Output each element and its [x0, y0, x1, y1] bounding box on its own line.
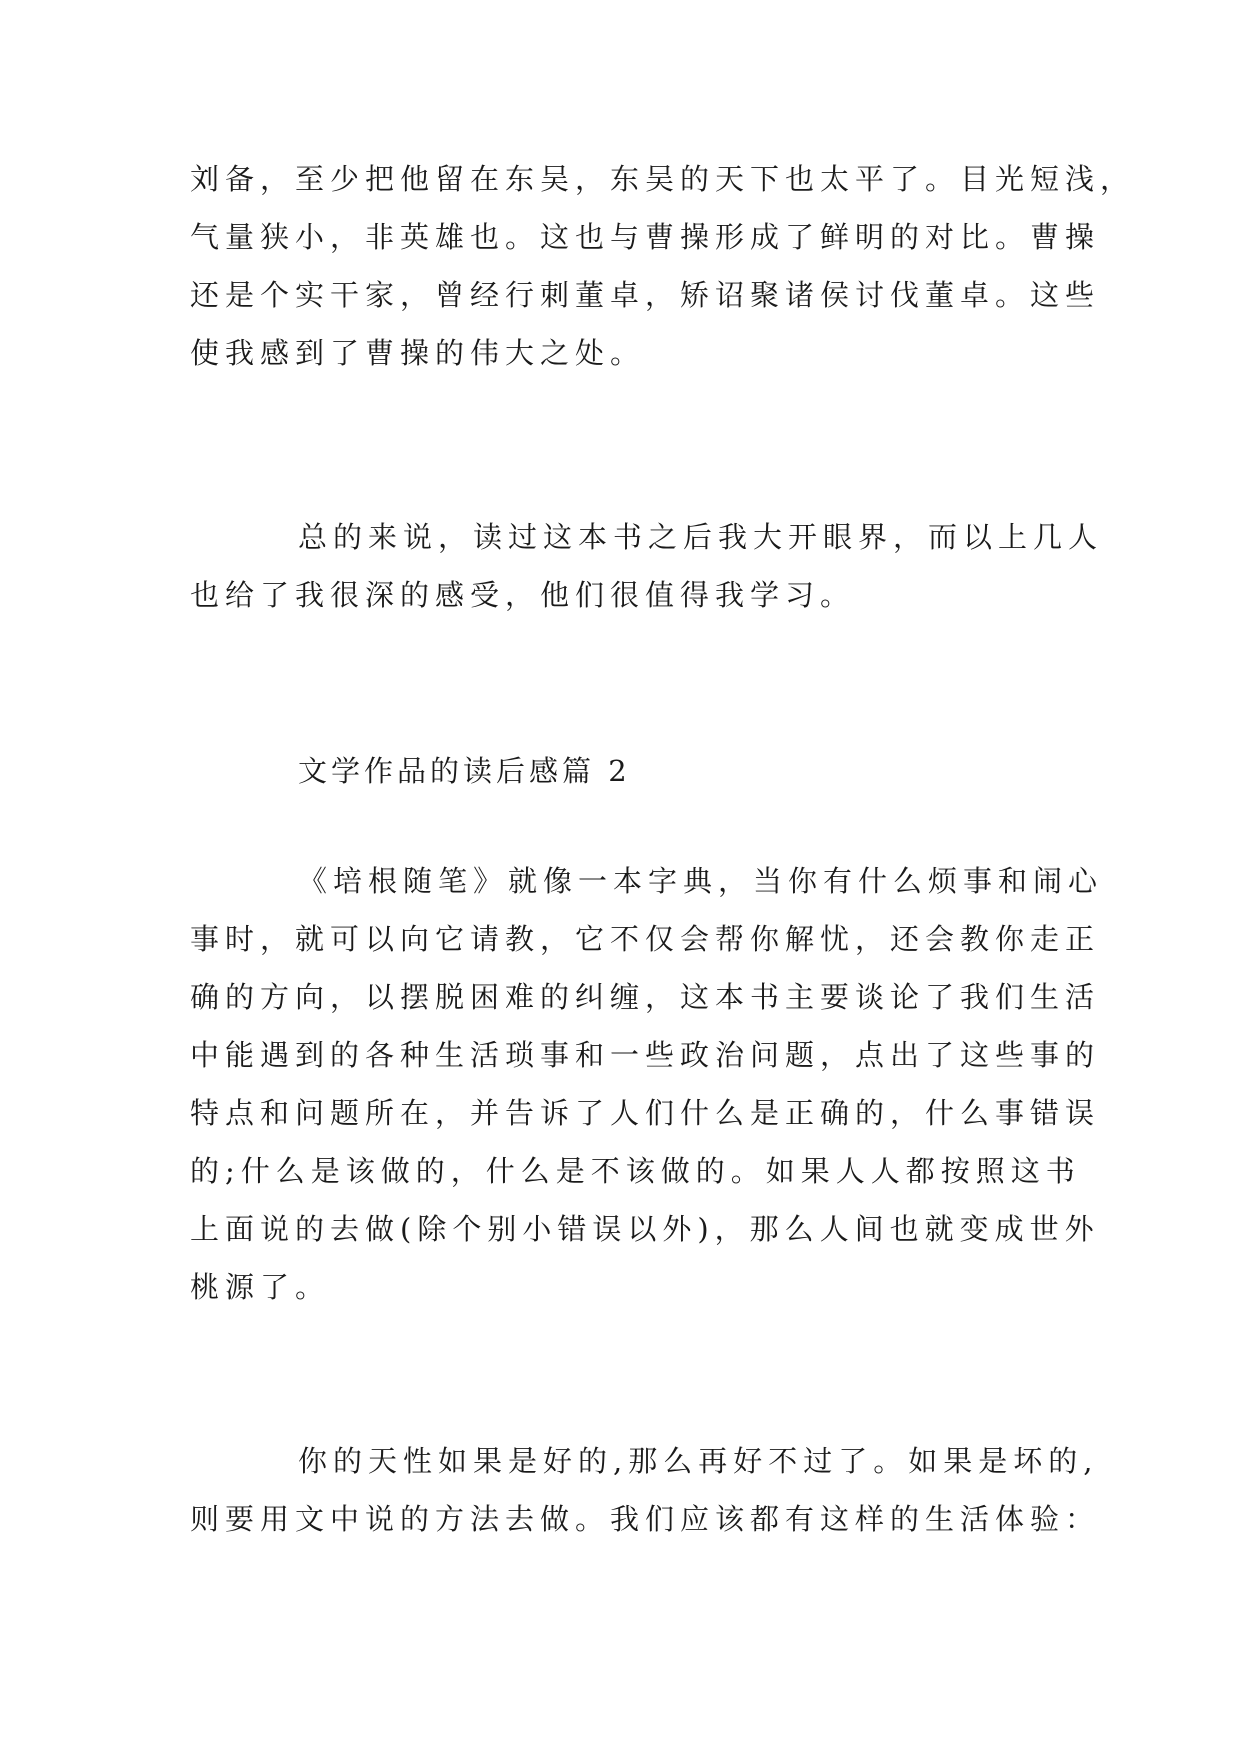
text-line: 中能遇到的各种生活琐事和一些政治问题，点出了这些事的 — [190, 1038, 1101, 1072]
text-line: 使我感到了曹操的伟大之处。 — [190, 336, 646, 370]
text-line: 气量狭小，非英雄也。这也与曹操形成了鲜明的对比。曹操 — [190, 220, 1101, 254]
paragraph-continued — [190, 150, 1136, 382]
text-line: 《培根随笔》就像一本字典，当你有什么烦事和闹心 — [298, 864, 1104, 898]
text-line: 刘备，至少把他留在东吴，东吴的天下也太平了。目光短浅， — [190, 162, 1136, 196]
paragraph-bacon-essays — [190, 852, 1104, 1316]
text-line: 也给了我很深的感受，他们很值得我学习。 — [190, 578, 856, 612]
text-line: 事时，就可以向它请教，它不仅会帮你解忧，还会教你走正 — [190, 922, 1101, 956]
section-heading — [190, 742, 1060, 800]
text-line: 你的天性如果是好的,那么再好不过了。如果是坏的, — [298, 1444, 1099, 1478]
text-line: 则要用文中说的方法去做。我们应该都有这样的生活体验： — [190, 1502, 1101, 1536]
text-line: 特点和问题所在，并告诉了人们什么是正确的，什么事错误 — [190, 1096, 1101, 1130]
paragraph-nature — [190, 1432, 1101, 1548]
text-line: 确的方向，以摆脱困难的纠缠，这本书主要谈论了我们生活 — [190, 980, 1101, 1014]
text-line: 桃源了。 — [190, 1270, 331, 1304]
text-line: 总的来说，读过这本书之后我大开眼界，而以上几人 — [298, 520, 1104, 554]
paragraph-summary — [190, 508, 1104, 624]
text-line: 上面说的去做(除个别小错误以外)，那么人间也就变成世外 — [190, 1212, 1100, 1246]
text-line: 还是个实干家，曾经行刺董卓，矫诏聚诸侯讨伐董卓。这些 — [190, 278, 1101, 312]
text-line: 的;什么是该做的，什么是不该做的。如果人人都按照这书 — [190, 1154, 1081, 1188]
heading-text: 文学作品的读后感篇 2 — [298, 754, 631, 788]
